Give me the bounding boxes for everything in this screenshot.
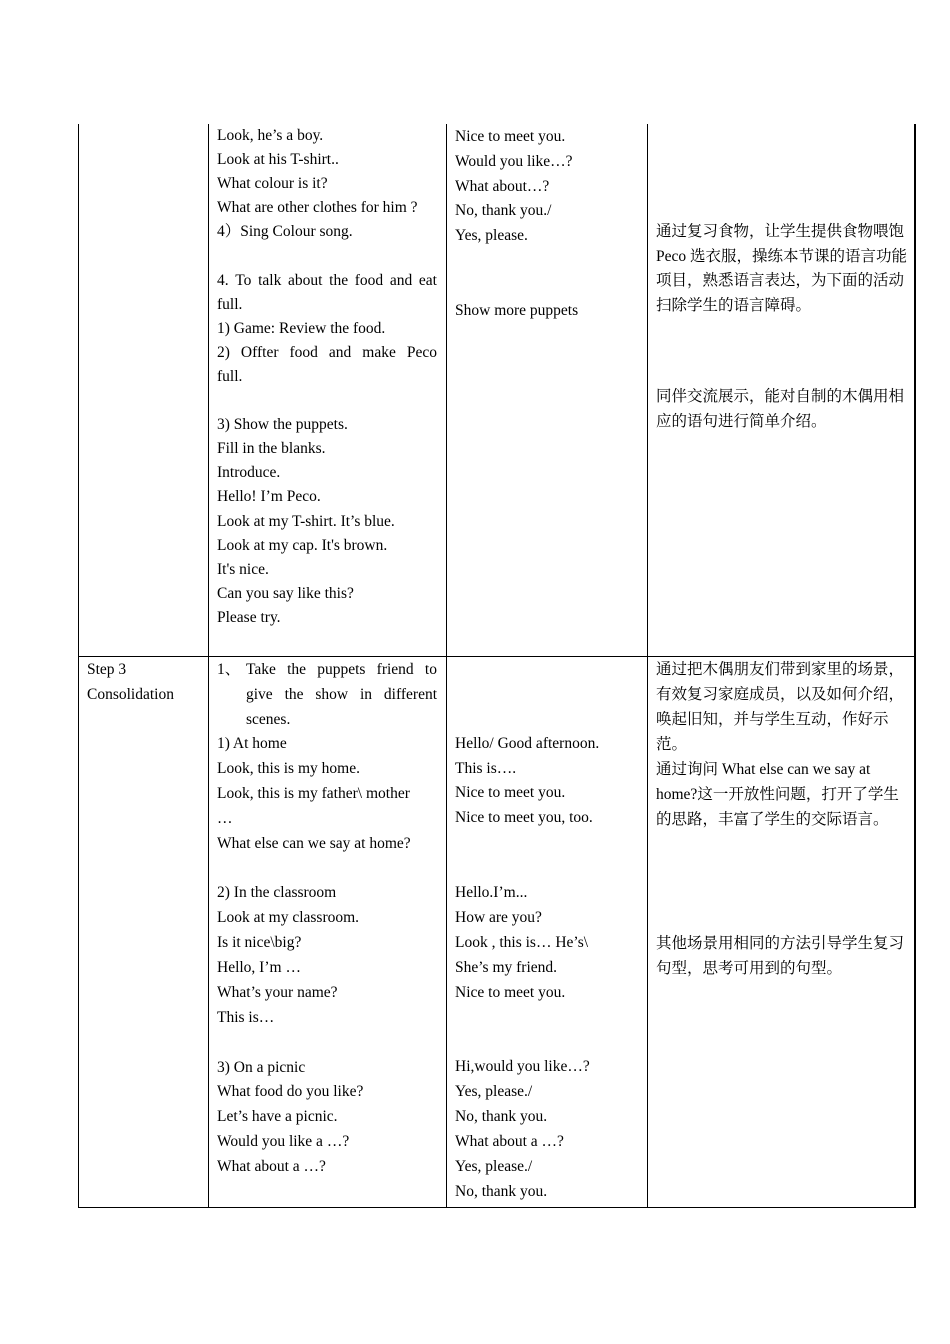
text-line: 2) Offter food and make Peco [217, 343, 437, 361]
text-line: Introduce. [217, 464, 281, 482]
text-line: What food do you like? [217, 1083, 364, 1101]
column-divider [446, 657, 447, 1207]
text-line [217, 389, 439, 413]
text-line: Show more puppets [455, 301, 579, 319]
text-line [455, 831, 640, 856]
text-line: How are you? [455, 908, 542, 926]
text-line: Fill in the blanks. [217, 440, 326, 458]
text-line: Let’s have a picnic. [217, 1108, 338, 1126]
text-line [455, 682, 640, 707]
text-line: No, thank you./ [455, 202, 552, 220]
text-line: This is…. [455, 759, 517, 777]
lesson-plan-table [78, 124, 916, 1208]
text-line: What colour is it? [217, 175, 328, 193]
text-line: 3) Show the puppets. [217, 416, 348, 434]
text-line: … [217, 809, 233, 827]
text-line: Yes, please./ [455, 1083, 533, 1101]
text-line: What’s your name? [217, 983, 338, 1001]
text-line: Yes, please./ [455, 1157, 533, 1175]
text-line: Look, this is my home. [217, 759, 360, 777]
text-line: Would you like a …? [217, 1133, 350, 1151]
row1-steps-cell [217, 124, 439, 657]
text-line: What about a …? [217, 1158, 326, 1176]
text-line: No, thank you. [455, 1108, 548, 1126]
purpose-text: 通过询问 What else can we say at home?这一开放性问题，打开了学生的思路，丰富了学生的交际语言。 [656, 761, 899, 828]
text-line: Look at my classroom. [217, 909, 360, 927]
column-divider [208, 124, 209, 657]
text-line: Would you like…? [455, 152, 573, 170]
text-line: Consolidation [87, 686, 174, 703]
text-line: Can you say like this? [217, 584, 354, 602]
text-line: Hello.I’m... [455, 884, 528, 902]
text-line: 4）Sing Colour song. [217, 223, 353, 241]
column-divider [647, 657, 648, 1207]
step-heading: Take the puppets friend to [246, 661, 437, 678]
text-line: Hello, I’m … [217, 959, 301, 977]
text-line: 4. To talk about the food and eat [217, 271, 437, 289]
row2-stage-cell [87, 657, 205, 1207]
text-line: Yes, please. [455, 227, 528, 245]
text-line: Look , this is… He’s\ [455, 933, 589, 951]
purpose-text: 通过把木偶朋友们带到家里的场景，有效复习家庭成员，以及如何介绍，唤起旧知，并与学生互动，作好示范。 [656, 661, 905, 753]
text-line: full. [217, 295, 243, 313]
text-line [455, 1030, 640, 1055]
table-row [78, 657, 916, 1208]
text-line: full. [217, 367, 243, 385]
row2-purpose-cell [656, 657, 908, 1207]
row1-language-cell [455, 125, 640, 657]
text-line [455, 1005, 640, 1030]
text-line [455, 856, 640, 881]
text-line: No, thank you. [455, 1182, 548, 1200]
text-line: Please try. [217, 608, 281, 626]
text-line: What else can we say at home? [217, 834, 411, 852]
text-line: Look at my T-shirt. It’s blue. [217, 512, 395, 530]
purpose-text: 同伴交流展示，能对自制的木偶用相应的语句进行简单介绍。 [656, 388, 905, 430]
text-line [217, 1031, 439, 1056]
text-line: What about…? [455, 177, 550, 195]
text-line: Nice to meet you. [455, 983, 566, 1001]
text-line: Look, he’s a boy. [217, 127, 324, 144]
text-line: Nice to meet you. [455, 128, 566, 145]
text-line: Hi,would you like…? [455, 1058, 590, 1076]
column-divider [446, 124, 447, 657]
text-line: Hello! I’m Peco. [217, 488, 321, 506]
text-line: Nice to meet you. [455, 784, 566, 802]
text-line: She’s my friend. [455, 958, 558, 976]
text-line [455, 249, 640, 274]
text-line: This is… [217, 1008, 275, 1026]
text-line [217, 856, 439, 881]
step-heading-cont: give the show in different [246, 686, 437, 703]
text-line: 1) Game: Review the food. [217, 319, 386, 337]
text-line: 1) At home [217, 735, 287, 752]
text-line: Hello/ Good afternoon. [455, 734, 600, 752]
column-divider [647, 124, 648, 657]
text-line: Look at his T-shirt.. [217, 151, 339, 169]
text-line [455, 707, 640, 732]
text-line: 2) In the classroom [217, 884, 337, 902]
text-line [217, 244, 439, 268]
text-line: What about a …? [455, 1132, 564, 1150]
text-line: Look, this is my father\ mother [217, 784, 410, 802]
purpose-text: 通过复习食物，让学生提供食物喂饱 Peco 选衣服，操练本节课的语言功能项目，熟悉语言表达，为下面的活动扫除学生的语言障碍。 [656, 223, 908, 314]
purpose-text: 其他场景用相同的方法引导学生复习句型，思考可用到的句型。 [656, 935, 905, 977]
row1-purpose-cell [656, 124, 908, 657]
row2-steps-cell: 1、 Take the puppets friend to give the show in different scenes. 1) At home Look, this is my home. Look, this is my father\ mother … What else can we say at home? 2) In the classroom Look at my classroom. Is it nice\big? Hello, I’m … What’s your name? This is… 3) On a picnic What food do you like? Let’s have a picnic. Would you like a …? What about a …? [217, 657, 439, 1207]
text-line: Look at my cap. It's brown. [217, 536, 388, 554]
row2-language-cell [455, 657, 640, 1207]
text-line [455, 274, 640, 299]
text-line: Step 3 [87, 661, 127, 678]
text-line: Is it nice\big? [217, 934, 302, 952]
text-line: Nice to meet you, too. [455, 809, 593, 827]
text-line: It's nice. [217, 560, 269, 578]
text-line: What are other clothes for him ? [217, 199, 418, 217]
column-divider [208, 657, 209, 1207]
text-line [455, 657, 640, 682]
table-row [78, 124, 916, 657]
step-heading-cont: scenes. [246, 711, 291, 728]
text-line: 3) On a picnic [217, 1058, 306, 1076]
